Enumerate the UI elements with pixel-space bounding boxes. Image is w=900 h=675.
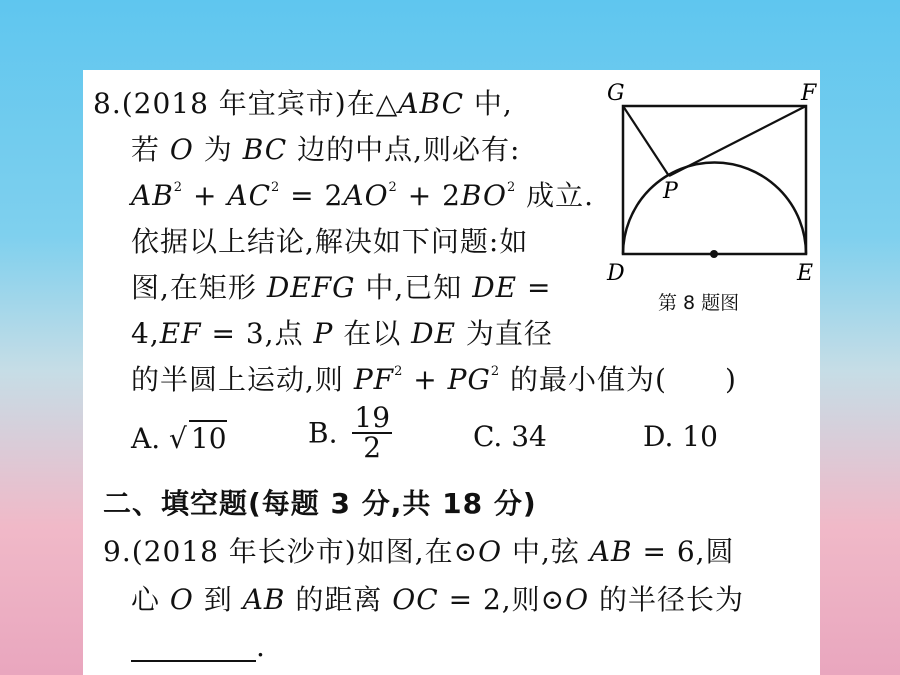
option-a: A. √ 10	[131, 422, 227, 455]
worksheet-page	[83, 70, 820, 675]
q9-source: (2018 年长沙市)	[131, 535, 357, 568]
q8-line-7: 的半圆上运动,则 $PF^2 + PG^2$ 的最小值为( )	[131, 363, 737, 396]
option-d: D. 10	[643, 420, 718, 453]
rectangle-defg	[623, 106, 806, 254]
q8-number: 8.	[93, 87, 122, 120]
q9-number: 9.	[103, 535, 132, 568]
segment-pg	[623, 106, 669, 176]
section-2-title: 二、填空题(每题 3 分,共 18 分)	[103, 487, 537, 520]
label-p: P	[663, 179, 678, 204]
semicircle	[623, 163, 806, 255]
q8-line-3-formula: $AB^2 + AC^2 = 2AO^2 + 2BO^2$ 成立.	[131, 179, 595, 212]
label-f: F	[801, 81, 817, 106]
q8-figure	[603, 80, 818, 320]
q8-line-5: 图,在矩形 DEFG 中,已知 DE =	[131, 271, 552, 304]
answer-blank[interactable]	[131, 640, 256, 662]
q9-line-1: 9.(2018 年长沙市)如图,在⊙O 中,弦 AB = 6,圆	[103, 535, 735, 568]
center-point	[710, 250, 718, 258]
q8-line-2: 若 O 为 BC 边的中点,则必有:	[131, 133, 521, 166]
q8-line-1: 8.(2018 年宜宾市)在△ABC 中,	[93, 87, 513, 120]
label-g: G	[607, 81, 625, 106]
q8-line-6: 4,EF = 3,点 P 在以 DE 为直径	[131, 317, 553, 350]
fraction: $\frac{19}{2}$	[354, 401, 391, 464]
label-e: E	[797, 261, 814, 286]
sqrt-symbol: √	[169, 422, 187, 455]
figure-caption: 第 8 题图	[658, 292, 740, 314]
q8-line-4: 依据以上结论,解决如下问题:如	[131, 225, 529, 258]
option-b: B. $\frac{19}{2}$	[308, 401, 391, 464]
q9-answer-line: .	[131, 630, 266, 663]
option-c: C. 34	[473, 420, 547, 453]
label-d: D	[607, 261, 625, 286]
q9-line-2: 心 O 到 AB 的距离 OC = 2,则⊙O 的半径长为	[131, 583, 745, 616]
q8-source: (2018 年宜宾市)	[121, 87, 347, 120]
